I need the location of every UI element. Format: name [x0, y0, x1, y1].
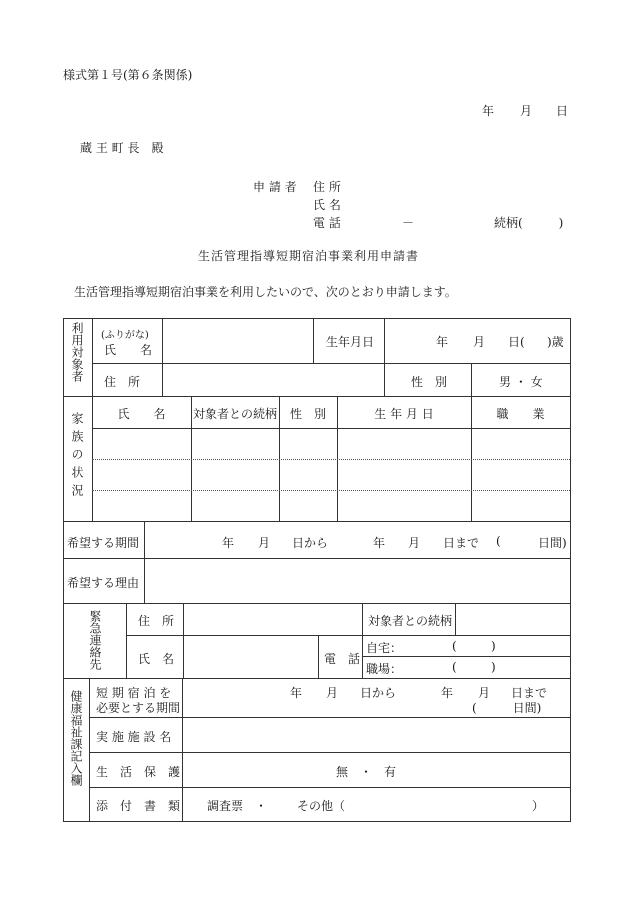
subject-section-label: 利用対象者	[70, 322, 84, 382]
reason-label: 希望する理由	[67, 576, 140, 590]
applicant-phone-dash: －	[402, 216, 415, 230]
period-month1: 月	[258, 536, 271, 550]
emergency-relationship-label: 対象者との続柄	[368, 614, 453, 628]
period-label: 希望する期間	[67, 536, 140, 550]
emergency-work-paren-open: (	[452, 660, 457, 674]
emergency-address-label: 住 所	[138, 614, 175, 628]
subject-address-label: 住 所	[104, 375, 141, 389]
attachments-label: 添 付 書 類	[96, 799, 181, 813]
period-year1: 年	[222, 536, 235, 550]
office-section-label: 健康福祉課記入欄	[69, 690, 83, 786]
family-section-label: 家族の状況	[70, 412, 84, 502]
stay-until: 日まで	[511, 686, 548, 700]
family-header-occupation: 職 業	[496, 407, 545, 421]
period-until: 日まで	[443, 536, 480, 550]
birthdate-year: 年	[436, 335, 449, 349]
applicant-name-label: 氏 名	[313, 198, 341, 212]
document-title: 生活管理指導短期宿泊事業利用申請書	[198, 249, 420, 263]
birthdate-day: 日(	[508, 335, 525, 349]
emergency-phone-label: 電 話	[324, 652, 361, 666]
gender-options: 男 ・ 女	[499, 375, 543, 389]
date-day-label: 日	[556, 104, 569, 118]
emergency-home-label: 自宅：	[366, 641, 403, 655]
period-days-close: 日間)	[538, 536, 567, 550]
intro-text: 生活管理指導短期宿泊事業を利用したいので、次のとおり申請します。	[74, 285, 457, 299]
stay-days: ( 日間)	[472, 701, 542, 715]
form-number: 様式第１号(第６条関係)	[63, 68, 193, 82]
family-header-gender: 性 別	[289, 407, 326, 421]
family-header-relationship: 対象者との続柄	[192, 407, 277, 421]
applicant-label: 申 請 者	[253, 180, 297, 194]
birthdate-month: 月	[473, 335, 486, 349]
subject-name-label: 氏 名	[104, 343, 153, 357]
stay-period-label-line1: 短 期 宿 泊 を	[96, 686, 172, 700]
period-month2: 月	[408, 536, 421, 550]
birthdate-age: )歳	[547, 335, 564, 349]
applicant-relationship-label: 続柄( )	[494, 216, 564, 230]
date-month-label: 月	[520, 104, 533, 118]
stay-month2: 月	[478, 686, 491, 700]
emergency-work-label: 職場：	[366, 662, 403, 676]
facility-label: 実 施 施 設 名	[96, 730, 172, 744]
emergency-section-label: 緊急連絡先	[88, 610, 102, 670]
family-header-name: 氏 名	[117, 407, 166, 421]
stay-month1: 月	[326, 686, 339, 700]
stay-year2: 年	[441, 686, 454, 700]
date-year-label: 年	[482, 104, 495, 118]
applicant-phone-label: 電 話	[313, 216, 341, 230]
period-days-open: (	[496, 534, 501, 548]
period-from: 日から	[292, 536, 329, 550]
attachments-survey: 調査票 ・	[207, 799, 268, 813]
welfare-label: 生 活 保 護	[96, 765, 181, 779]
emergency-work-paren-close: )	[491, 660, 496, 674]
applicant-address-label: 住 所	[313, 180, 341, 194]
gender-label: 性 別	[411, 375, 448, 389]
attachments-close: ）	[532, 799, 545, 813]
period-year2: 年	[373, 536, 386, 550]
family-header-birthdate: 生 年 月 日	[374, 407, 434, 421]
addressee: 蔵 王 町 長 殿	[80, 141, 164, 155]
birthdate-label: 生年月日	[326, 335, 375, 349]
stay-year1: 年	[290, 686, 303, 700]
stay-from: 日から	[360, 686, 397, 700]
welfare-options: 無 ・ 有	[336, 765, 397, 779]
emergency-home-paren-open: (	[452, 639, 457, 653]
emergency-home-paren-close: )	[491, 639, 496, 653]
attachments-other: その他（	[297, 799, 346, 813]
emergency-name-label: 氏 名	[138, 652, 175, 666]
furigana-label: (ふりがな)	[101, 330, 149, 341]
stay-period-label-line2: 必要とする期間	[96, 701, 181, 715]
